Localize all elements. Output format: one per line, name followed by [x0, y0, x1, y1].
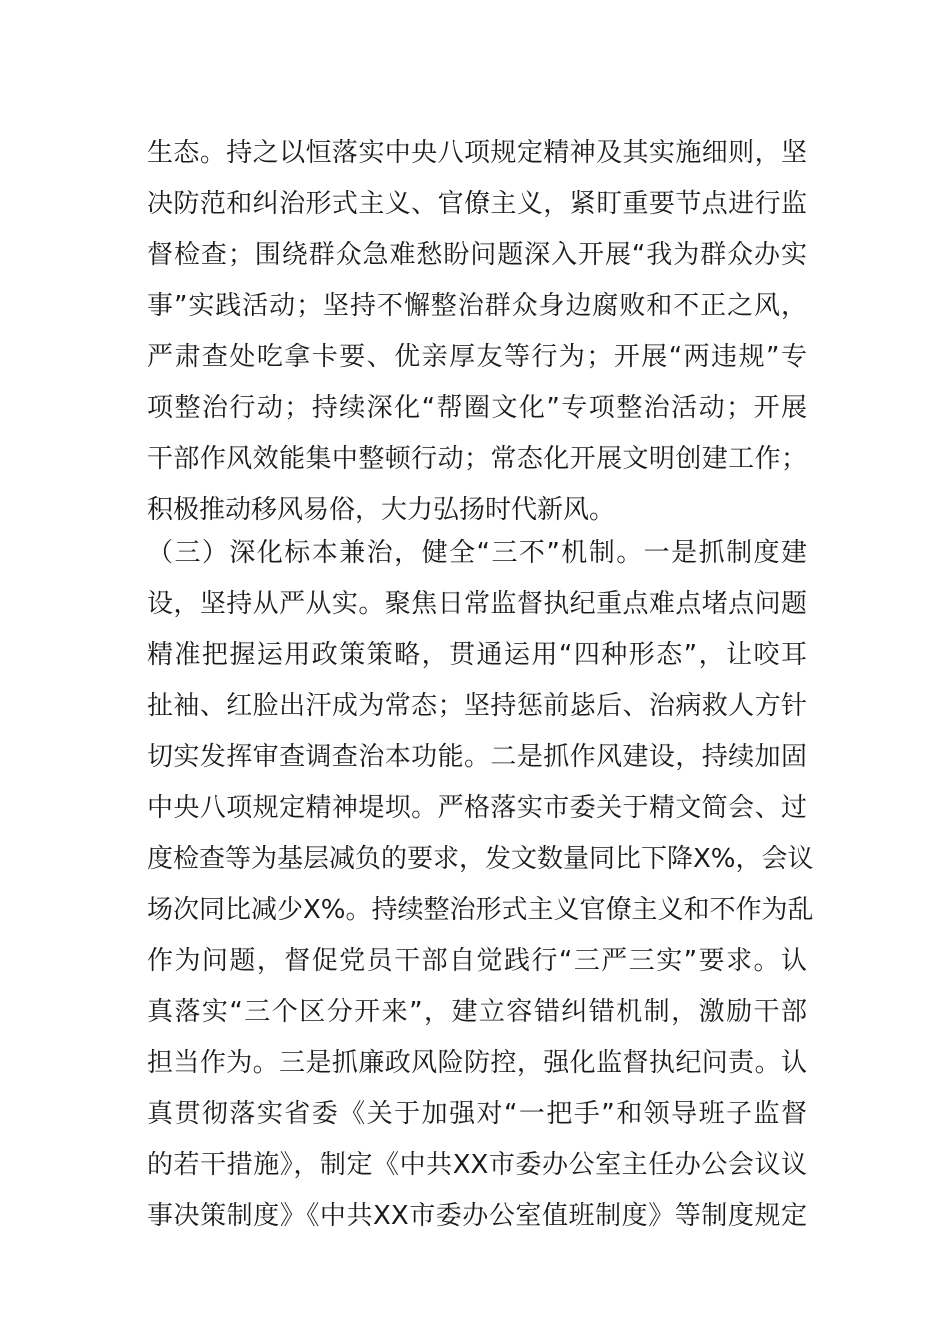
text-line-22: 事决策制度》《中共XX市委办公室值班制度》等制度规定 — [147, 1201, 807, 1231]
text-line-8: 积极推动移风易俗，大力弘扬时代新风。 — [147, 495, 616, 525]
text-line-7: 干部作风效能集中整顿行动；常态化开展文明创建工作； — [147, 444, 807, 474]
text-line-1: 生态。持之以恒落实中央八项规定精神及其实施细则，坚 — [147, 138, 807, 168]
text-line-10: 设，坚持从严从实。聚焦日常监督执纪重点难点堵点问题 — [147, 589, 807, 619]
text-line-9: （三）深化标本兼治，健全“三不”机制。一是抓制度建 — [147, 538, 807, 568]
text-line-16: 场次同比减少X%。持续整治形式主义官僚主义和不作为乱 — [147, 895, 814, 925]
text-line-19: 担当作为。三是抓廉政风险防控，强化监督执纪问责。认 — [147, 1048, 807, 1078]
text-line-21: 的若干措施》，制定《中共XX市委办公室主任办公会议议 — [147, 1150, 807, 1180]
text-line-4: 事”实践活动；坚持不懈整治群众身边腐败和不正之风， — [147, 291, 807, 321]
text-line-6: 项整治行动；持续深化“帮圈文化”专项整治活动；开展 — [147, 393, 807, 423]
text-line-3: 督检查；围绕群众急难愁盼问题深入开展“我为群众办实 — [147, 240, 807, 270]
text-line-11: 精准把握运用政策策略，贯通运用“四种形态”，让咬耳 — [147, 640, 807, 670]
text-line-14: 中央八项规定精神堤坝。严格落实市委关于精文简会、过 — [147, 793, 807, 823]
text-line-13: 切实发挥审查调查治本功能。二是抓作风建设，持续加固 — [147, 742, 807, 772]
text-line-20: 真贯彻落实省委《关于加强对“一把手”和领导班子监督 — [147, 1099, 807, 1129]
text-line-2: 决防范和纠治形式主义、官僚主义，紧盯重要节点进行监 — [147, 189, 807, 219]
text-line-15: 度检查等为基层减负的要求，发文数量同比下降X%，会议 — [147, 844, 814, 874]
text-line-5: 严肃查处吃拿卡要、优亲厚友等行为；开展“两违规”专 — [147, 342, 807, 372]
text-line-18: 真落实“三个区分开来”，建立容错纠错机制，激励干部 — [147, 997, 807, 1027]
text-line-17: 作为问题，督促党员干部自觉践行“三严三实”要求。认 — [147, 946, 807, 976]
text-line-12: 扯袖、红脸出汗成为常态；坚持惩前毖后、治病救人方针 — [147, 691, 807, 721]
